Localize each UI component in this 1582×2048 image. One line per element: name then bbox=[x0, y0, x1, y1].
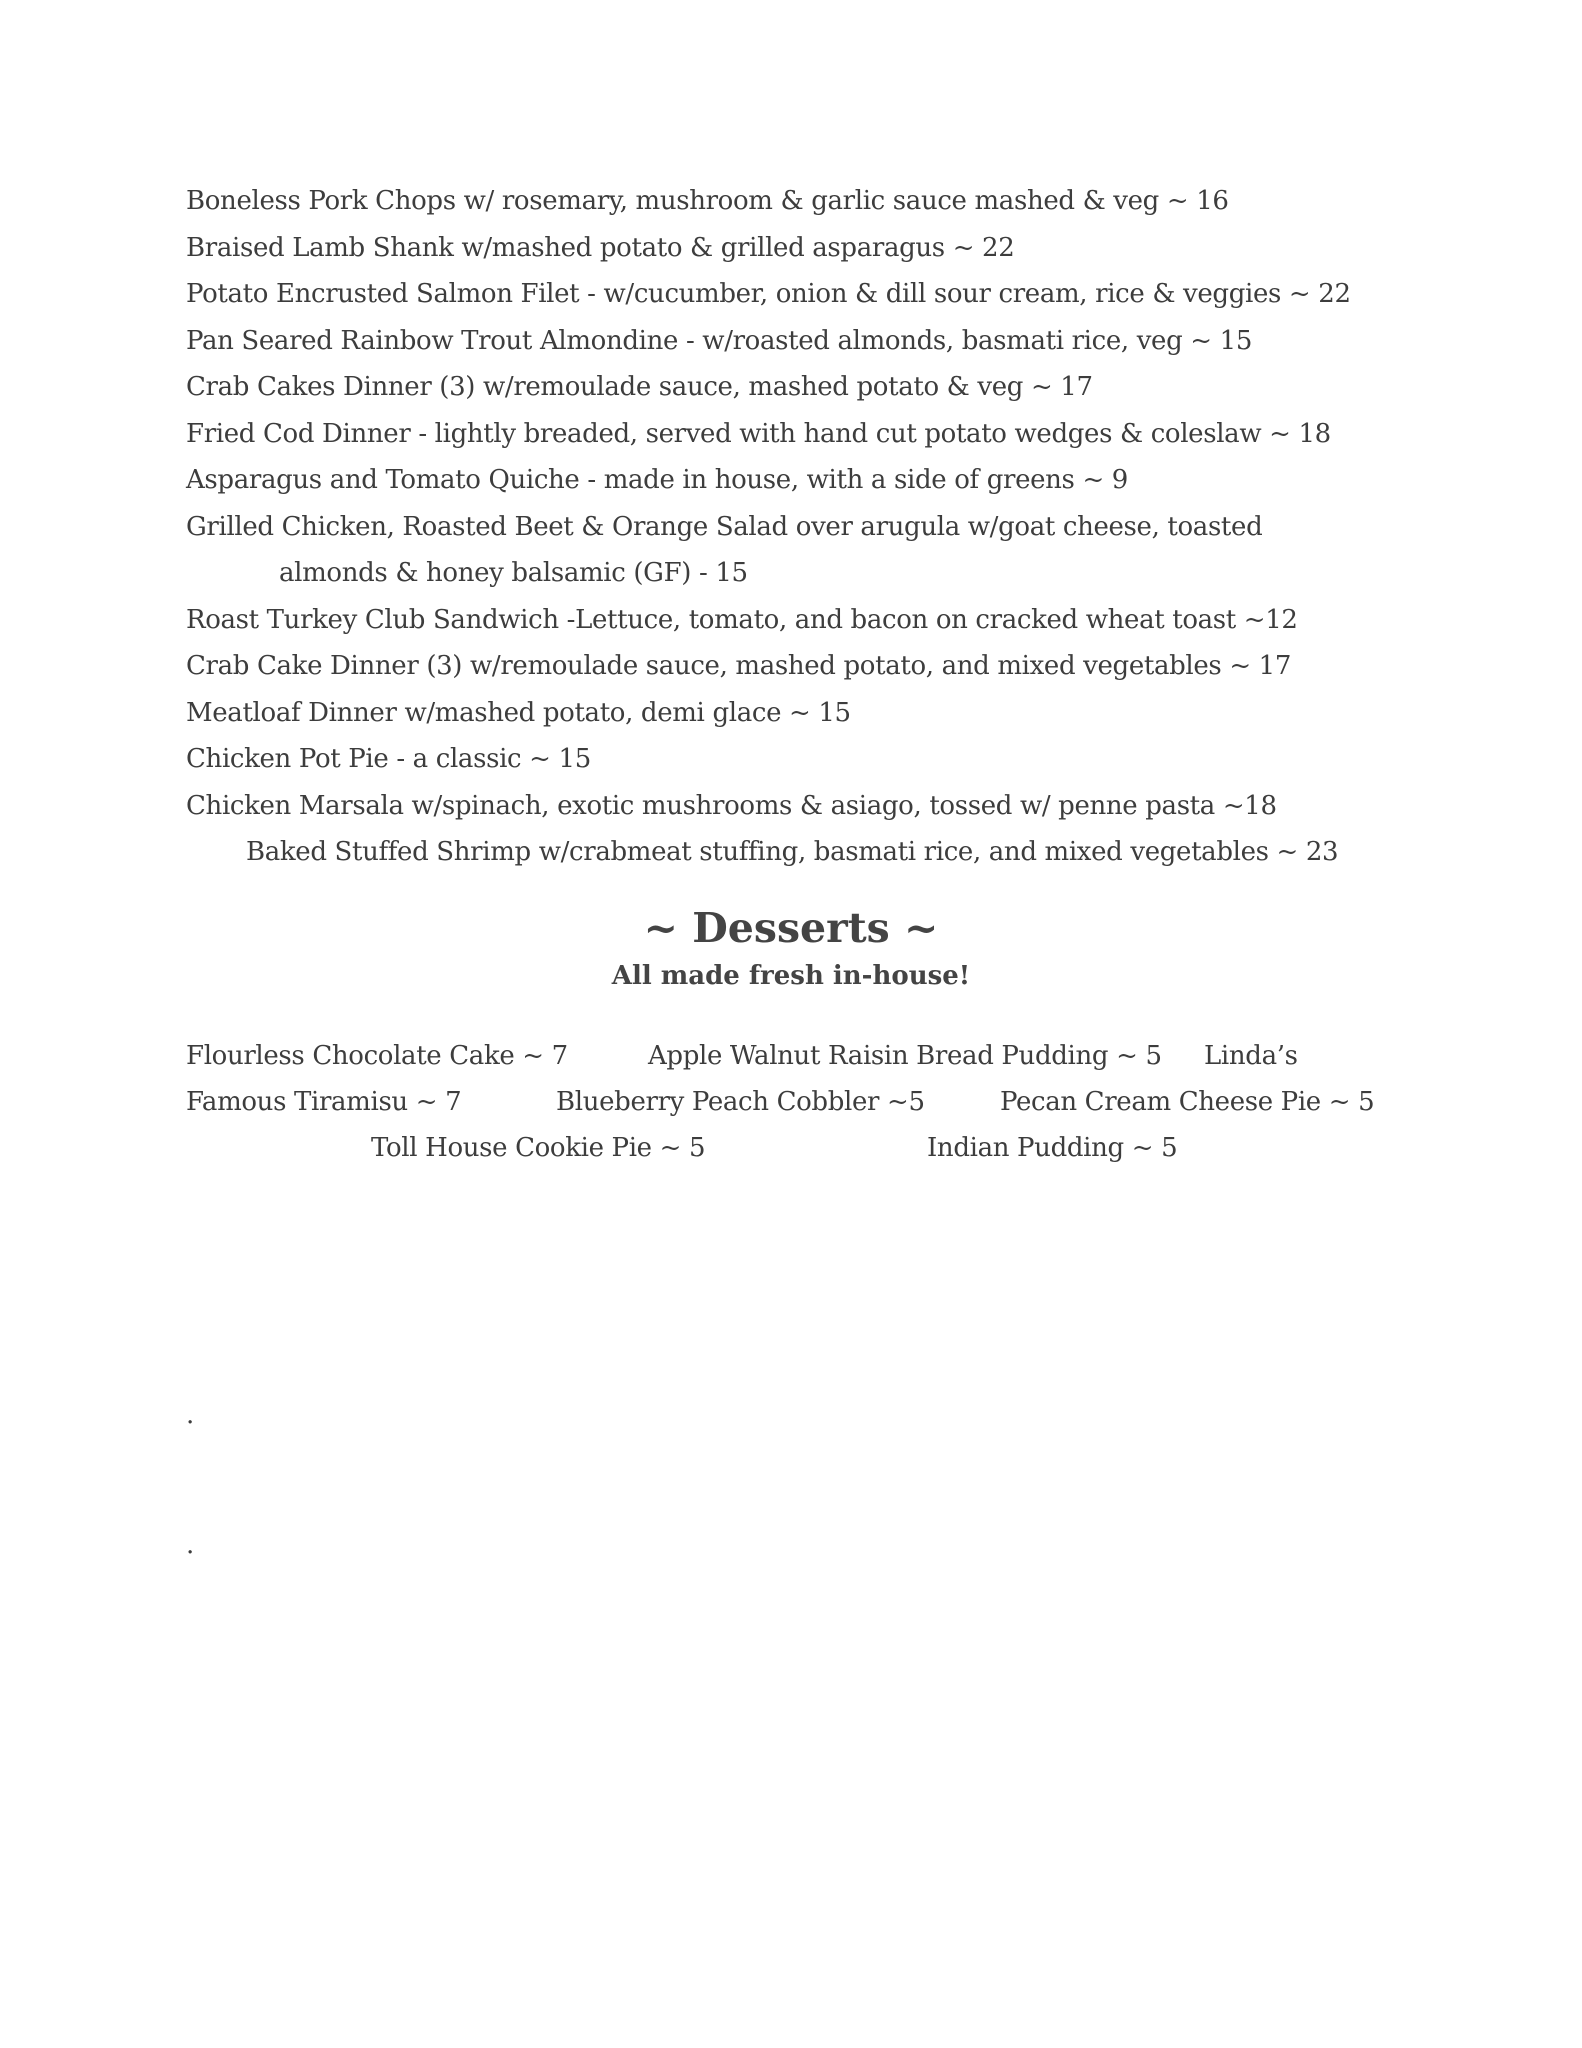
entree-trout: Pan Seared Rainbow Trout Almondine - w/roasted almonds, basmati rice, veg ~ 15 bbox=[186, 325, 1253, 356]
entree-quiche: Asparagus and Tomato Quiche - made in house, with a side of greens ~ 9 bbox=[186, 465, 1128, 495]
entree-chicken-marsala: Chicken Marsala w/spinach, exotic mushrooms & asiago, tossed w/ penne pasta ~18 bbox=[186, 790, 1277, 821]
stray-dot: . bbox=[186, 1530, 195, 1560]
entree-crab-cake-dinner: Crab Cake Dinner (3) w/remoulade sauce, mashed potato, and mixed vegetables ~ 17 bbox=[186, 651, 1292, 681]
entree-crab-cakes: Crab Cakes Dinner (3) w/remoulade sauce, mashed potato & veg ~ 17 bbox=[186, 372, 1093, 402]
dessert-chocolate-cake: Flourless Chocolate Cake ~ 7 bbox=[186, 1041, 568, 1071]
dessert-tiramisu-start: Linda’s bbox=[1204, 1041, 1298, 1071]
dessert-peach-cobbler: Blueberry Peach Cobbler ~5 bbox=[556, 1087, 925, 1117]
entree-fried-cod: Fried Cod Dinner - lightly breaded, served with hand cut potato wedges & coleslaw ~ 18 bbox=[186, 418, 1331, 449]
dessert-indian-pudding: Indian Pudding ~ 5 bbox=[927, 1133, 1178, 1163]
dessert-pecan-pie: Pecan Cream Cheese Pie ~ 5 bbox=[1000, 1087, 1375, 1117]
entree-chicken-salad-continued: almonds & honey balsamic (GF) - 15 bbox=[279, 558, 748, 588]
stray-dot: . bbox=[186, 1400, 195, 1430]
entree-stuffed-shrimp: Baked Stuffed Shrimp w/crabmeat stuffing, basmati rice, and mixed vegetables ~ 23 bbox=[246, 837, 1339, 867]
entree-chicken-salad: Grilled Chicken, Roasted Beet & Orange Salad over arugula w/goat cheese, toasted bbox=[186, 511, 1263, 542]
entree-list bbox=[186, 178, 1436, 876]
entree-pork-chops: Boneless Pork Chops w/ rosemary, mushroom & garlic sauce mashed & veg ~ 16 bbox=[186, 186, 1229, 216]
entree-salmon: Potato Encrusted Salmon Filet - w/cucumber, onion & dill sour cream, rice & veggies ~ 22 bbox=[186, 279, 1351, 309]
desserts-heading: ~ Desserts ~ bbox=[643, 904, 939, 952]
dessert-cookie-pie: Toll House Cookie Pie ~ 5 bbox=[371, 1133, 706, 1163]
dessert-tiramisu: Famous Tiramisu ~ 7 bbox=[186, 1087, 462, 1117]
entree-turkey-club: Roast Turkey Club Sandwich -Lettuce, tomato, and bacon on cracked wheat toast ~12 bbox=[186, 604, 1298, 635]
entree-lamb-shank: Braised Lamb Shank w/mashed potato & grilled asparagus ~ 22 bbox=[186, 232, 1015, 263]
entree-pot-pie: Chicken Pot Pie - a classic ~ 15 bbox=[186, 744, 591, 774]
entree-meatloaf: Meatloaf Dinner w/mashed potato, demi glace ~ 15 bbox=[186, 697, 851, 728]
dessert-bread-pudding: Apple Walnut Raisin Bread Pudding ~ 5 bbox=[648, 1041, 1162, 1071]
desserts-subheading: All made fresh in-house! bbox=[611, 961, 971, 991]
